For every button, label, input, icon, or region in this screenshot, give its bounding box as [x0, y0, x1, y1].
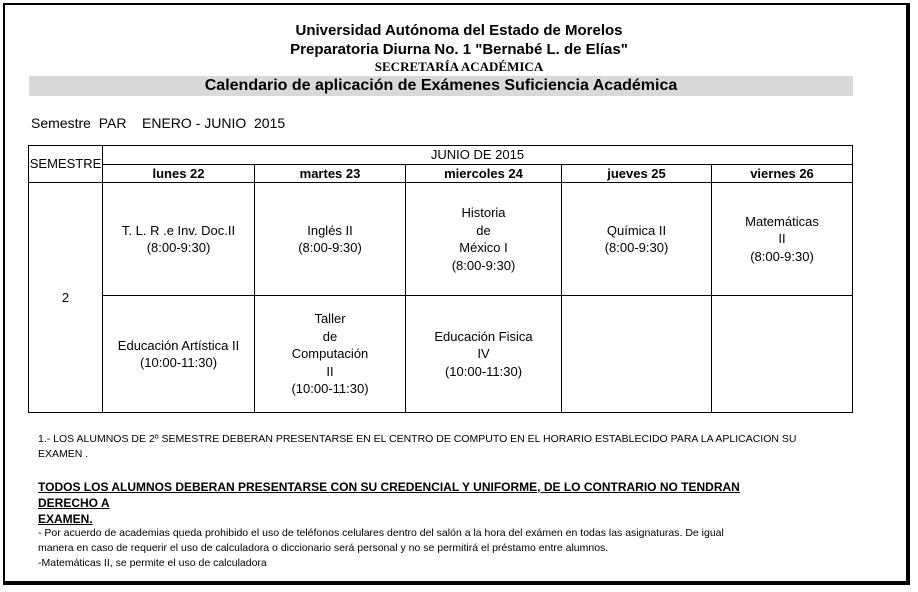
- semester-header: SEMESTRE: [29, 146, 103, 183]
- exam-cell-empty: [712, 296, 853, 413]
- note-computer-center: 1.- LOS ALUMNOS DE 2º SEMESTRE DEBERAN PRESENTARSE EN EL CENTRO DE COMPUTO EN EL HORARIO ESTABLECIDO PARA LA APLICACION SU EXAMEN .: [38, 433, 797, 460]
- exam-cell: Química II (8:00-9:30): [562, 183, 712, 296]
- office-name: SECRETARÍA ACADÉMICA: [374, 59, 544, 74]
- note-credential-uniform: TODOS LOS ALUMNOS DEBERAN PRESENTARSE CON SU CREDENCIAL Y UNIFORME, DE LO CONTRARIO NO TENDRAN DERECHO A EXAMEN.: [38, 480, 740, 526]
- month-header: JUNIO DE 2015: [103, 146, 853, 165]
- exam-cell: Historia de México I (8:00-9:30): [406, 183, 562, 296]
- exam-cell-empty: [562, 296, 712, 413]
- day-header: lunes 22: [103, 164, 255, 183]
- semester-period: ENERO - JUNIO 2015: [142, 115, 286, 131]
- exam-cell: Matemáticas II (8:00-9:30): [712, 183, 853, 296]
- exam-cell: Educación Artística II (10:00-11:30): [103, 296, 255, 413]
- semester-type: PAR: [98, 115, 127, 131]
- school-name: Preparatoria Diurna No. 1 "Bernabé L. de Elías": [290, 41, 628, 58]
- day-header: miercoles 24: [406, 164, 562, 183]
- day-header: jueves 25: [562, 164, 712, 183]
- exam-cell: Inglés II (8:00-9:30): [255, 183, 406, 296]
- exam-cell: Educación Fisica IV (10:00-11:30): [406, 296, 562, 413]
- semester-line: [31, 115, 285, 131]
- day-header: viernes 26: [712, 164, 853, 183]
- exam-calendar-table: [28, 145, 853, 413]
- note-phones-calculators: - Por acuerdo de academias queda prohibido el uso de teléfonos celulares dentro del salón a la hora del exámen en todas las asignaturas. De igual manera en caso de requerir el uso de calculadora o diccionario será personal y no se permitirá el préstamo entre alumnos. -Matemáticas II, se permite el uso de calculadora: [38, 527, 724, 569]
- day-header: martes 23: [255, 164, 406, 183]
- title-band: [29, 76, 853, 96]
- page-title: Calendario de aplicación de Exámenes Suficiencia Académica: [204, 77, 678, 94]
- exam-cell: Taller de Computación II (10:00-11:30): [255, 296, 406, 413]
- semester-label: Semestre: [31, 115, 91, 131]
- exam-cell: T. L. R .e Inv. Doc.II (8:00-9:30): [103, 183, 255, 296]
- semester-value: 2: [29, 183, 103, 413]
- university-name: Universidad Autónoma del Estado de Morelos: [295, 22, 623, 39]
